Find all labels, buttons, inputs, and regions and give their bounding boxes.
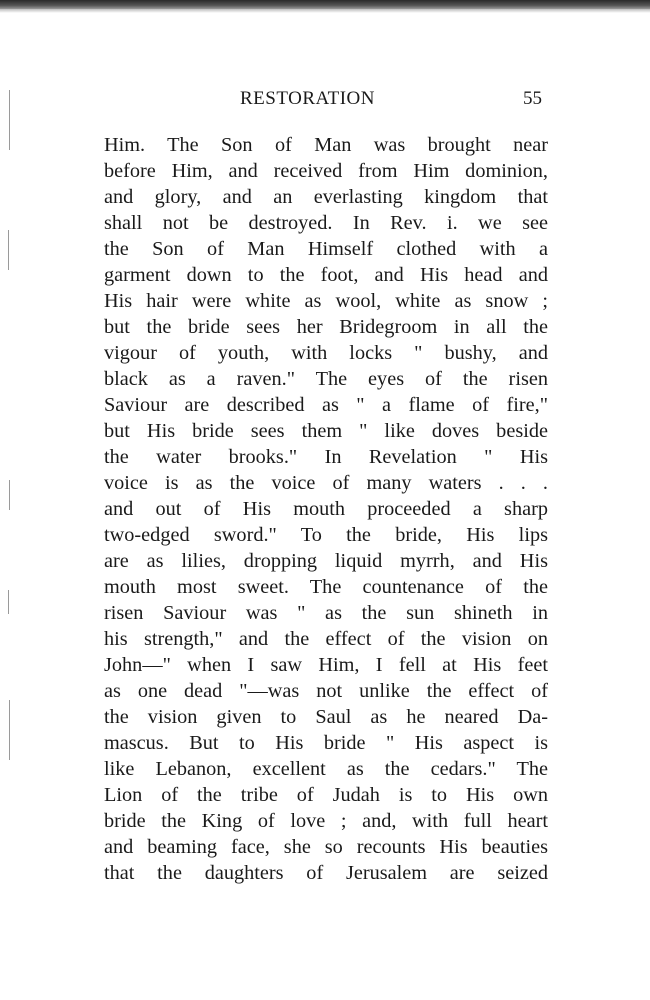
text-line: like Lebanon, excellent as the cedars." The xyxy=(104,758,548,780)
text-line: John—" when I saw Him, I fell at His feet xyxy=(104,654,548,676)
running-head-title: RESTORATION xyxy=(240,88,375,109)
text-line: the vision given to Saul as he neared Da- xyxy=(104,706,548,728)
text-line: and beaming face, she so recounts His beauties xyxy=(104,836,548,858)
text-line: mouth most sweet. The countenance of the xyxy=(104,576,548,598)
text-line: are as lilies, dropping liquid myrrh, and His xyxy=(104,550,548,572)
gutter-mark xyxy=(8,590,9,614)
text-line: but His bride sees them " like doves beside xyxy=(104,420,548,442)
page-number: 55 xyxy=(523,88,542,109)
text-line: the Son of Man Himself clothed with a xyxy=(104,238,548,260)
text-line: and glory, and an everlasting kingdom that xyxy=(104,186,548,208)
text-line: mascus. But to His bride " His aspect is xyxy=(104,732,548,754)
scan-top-edge xyxy=(0,0,650,9)
text-line: shall not be destroyed. In Rev. i. we see xyxy=(104,212,548,234)
text-line: vigour of youth, with locks " bushy, and xyxy=(104,342,548,364)
text-line: Him. The Son of Man was brought near xyxy=(104,134,548,156)
text-line: black as a raven." The eyes of the risen xyxy=(104,368,548,390)
gutter-mark xyxy=(9,480,10,510)
text-line: and out of His mouth proceeded a sharp xyxy=(104,498,548,520)
text-line: as one dead "—was not unlike the effect of xyxy=(104,680,548,702)
gutter-mark xyxy=(8,230,9,270)
text-line: but the bride sees her Bridegroom in all the xyxy=(104,316,548,338)
text-line: Saviour are described as " a flame of fire," xyxy=(104,394,548,416)
scan-top-edge-shadow xyxy=(0,9,650,13)
text-line: his strength," and the effect of the vision on xyxy=(104,628,548,650)
running-head xyxy=(0,88,650,114)
text-line: before Him, and received from Him dominion, xyxy=(104,160,548,182)
text-line: the water brooks." In Revelation " His xyxy=(104,446,548,468)
text-line: that the daughters of Jerusalem are seized xyxy=(104,862,548,884)
gutter-mark xyxy=(9,700,10,760)
text-line: voice is as the voice of many waters . . . xyxy=(104,472,548,494)
text-line: risen Saviour was " as the sun shineth in xyxy=(104,602,548,624)
body-text xyxy=(104,132,548,886)
text-line: garment down to the foot, and His head and xyxy=(104,264,548,286)
text-line: His hair were white as wool, white as snow ; xyxy=(104,290,548,312)
text-line: Lion of the tribe of Judah is to His own xyxy=(104,784,548,806)
text-line: bride the King of love ; and, with full heart xyxy=(104,810,548,832)
text-line: two-edged sword." To the bride, His lips xyxy=(104,524,548,546)
